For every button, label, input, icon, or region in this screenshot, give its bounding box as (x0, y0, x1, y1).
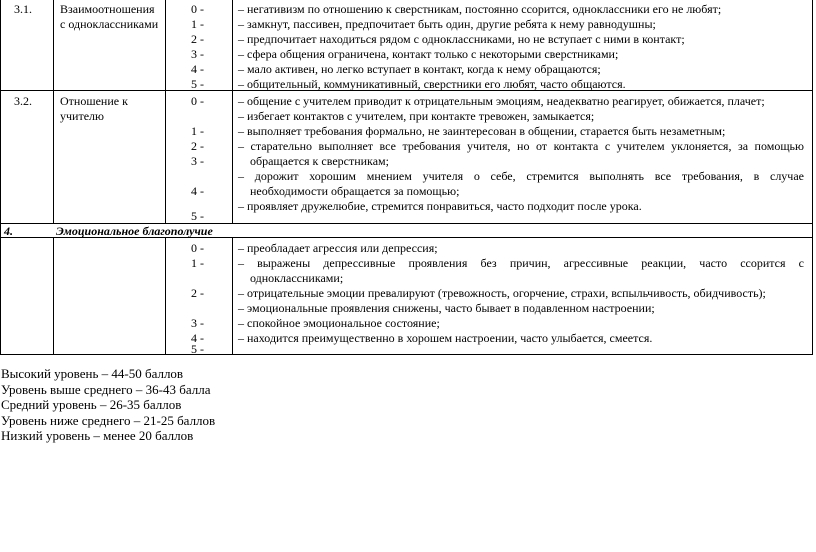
table-rule (165, 0, 166, 224)
score-description: – общение с учителем приводит к отрицательным эмоциям, неадекватно реагирует, обижается, плачет; (238, 94, 765, 108)
score-label: 2 - (191, 32, 204, 46)
table-rule (232, 0, 233, 224)
section-title: Эмоциональное благополучие (56, 224, 213, 238)
score-label: 1 - (191, 124, 204, 138)
level-line: Уровень выше среднего – 36-43 балла (1, 381, 211, 397)
table-rule (53, 0, 54, 224)
score-label: 5 - (191, 77, 204, 91)
score-label: 0 - (191, 2, 204, 16)
score-description: – избегает контактов с учителем, при контакте тревожен, замыкается; (238, 109, 595, 123)
score-label: 4 - (191, 331, 204, 345)
score-label: 0 - (191, 94, 204, 108)
level-line: Низкий уровень – менее 20 баллов (1, 428, 194, 444)
level-line: Уровень ниже среднего – 21-25 баллов (1, 412, 216, 428)
table-rule (165, 238, 166, 355)
score-description: одноклассниками; (250, 271, 344, 285)
score-label: 0 - (191, 241, 204, 255)
level-line: Высокий уровень – 44-50 баллов (1, 366, 184, 381)
level-line: Средний уровень – 26-35 баллов (1, 397, 182, 413)
score-description: – мало активен, но легко вступает в контакт, когда к нему обращаются; (238, 62, 601, 76)
score-description: – замкнут, пассивен, предпочитает быть один, другие ребята к нему равнодушны; (238, 17, 656, 31)
criterion-name: Отношение к (60, 94, 128, 108)
criterion-name: с одноклассниками (60, 17, 159, 31)
score-label: 5 - (191, 209, 204, 223)
score-description: – общительный, коммуникативный, сверстники его любят, часто общаются. (238, 77, 626, 91)
score-label: 4 - (191, 184, 204, 198)
score-description: – предпочитает находиться рядом с одноклассниками, но не вступает с ними в контакт; (238, 32, 685, 46)
score-description: – находится преимущественно в хорошем настроении, часто улыбается, смеется. (238, 331, 653, 345)
table-rule (0, 0, 1, 355)
score-description: обращается к сверстникам; (250, 154, 389, 168)
row-number: 3.2. (14, 94, 32, 108)
score-description: – преобладает агрессия или депрессия; (238, 241, 438, 255)
score-description: необходимости обращается за помощью; (250, 184, 460, 198)
score-label: 3 - (191, 316, 204, 330)
section-number: 4. (4, 224, 13, 238)
criterion-name: Взаимоотношения (60, 2, 155, 16)
score-description: – эмоциональные проявления снижены, часто бывает в подавленном настроении; (238, 301, 655, 315)
score-label: 1 - (191, 256, 204, 270)
score-label: 2 - (191, 286, 204, 300)
score-label: 1 - (191, 17, 204, 31)
score-label: 5 - (191, 342, 204, 356)
score-description: – спокойное эмоциональное состояние; (238, 316, 440, 330)
score-description: – старательно выполняет все требования учителя, но от контакта с учителем уклоняется, за помощью (238, 139, 804, 153)
row-number: 3.1. (14, 2, 32, 16)
score-label: 3 - (191, 154, 204, 168)
score-label: 4 - (191, 62, 204, 76)
table-rule (812, 0, 813, 355)
score-description: – дорожит хорошим мнением учителя о себе, стремится выполнять все требования, в случае (238, 169, 804, 183)
score-label: 3 - (191, 47, 204, 61)
table-rule (0, 354, 813, 355)
score-description: – сфера общения ограничена, контакт только с некоторыми сверстниками; (238, 47, 619, 61)
table-rule (232, 238, 233, 355)
table-rule (53, 238, 54, 355)
score-description: – отрицательные эмоции превалируют (тревожность, огорчение, страхи, вспыльчивость, обидчивость); (238, 286, 766, 300)
score-description: – проявляет дружелюбие, стремится понравиться, часто подходит после урока. (238, 199, 642, 213)
score-description: – негативизм по отношению к сверстникам, постоянно ссорится, одноклассники его не любят; (238, 2, 722, 16)
score-description: – выполняет требования формально, не заинтересован в общении, старается быть незаметным; (238, 124, 726, 138)
score-description: – выражены депрессивные проявления без причин, агрессивные реакции, часто ссорится с (238, 256, 804, 270)
score-label: 2 - (191, 139, 204, 153)
criterion-name: учителю (60, 109, 104, 123)
